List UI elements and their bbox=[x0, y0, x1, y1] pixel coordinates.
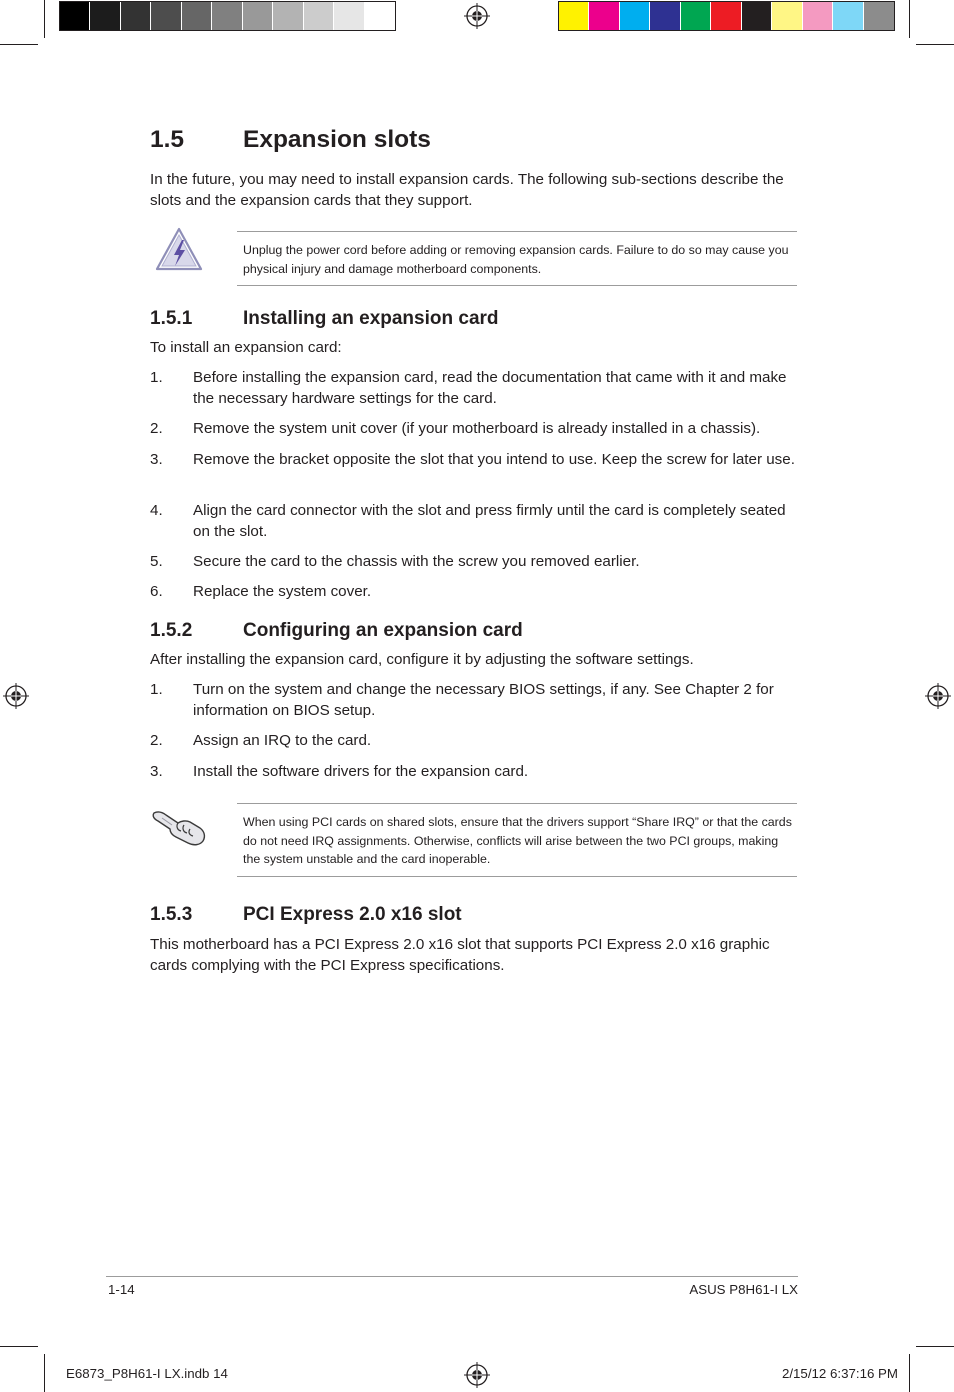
list-item bbox=[150, 368, 800, 409]
list-item bbox=[150, 419, 800, 440]
color-swatch bbox=[742, 2, 772, 30]
list-item-number: 6. bbox=[150, 583, 163, 600]
subsection-number-2: 1.5.2 bbox=[150, 620, 193, 641]
warning-box bbox=[237, 231, 797, 286]
list-item bbox=[150, 680, 800, 721]
gray-swatch bbox=[334, 2, 364, 30]
crop-mark-bottom-right-v bbox=[909, 1354, 910, 1392]
page-number: 1-14 bbox=[108, 1282, 135, 1297]
footer-rule bbox=[106, 1276, 798, 1277]
section-title bbox=[150, 126, 431, 154]
gray-swatch bbox=[60, 2, 90, 30]
color-swatch bbox=[650, 2, 680, 30]
crop-mark-top-right-h bbox=[916, 44, 954, 45]
list-item bbox=[150, 501, 800, 542]
subsection-title-1-text: Installing an expansion card bbox=[243, 308, 499, 329]
subsection-title-3-text: PCI Express 2.0 x16 slot bbox=[243, 904, 462, 925]
registration-mark-bottom-icon bbox=[464, 1362, 490, 1388]
registration-mark-top-icon bbox=[464, 3, 490, 29]
list-item-number: 1. bbox=[150, 681, 163, 698]
color-swatch bbox=[620, 2, 650, 30]
gray-swatch bbox=[243, 2, 273, 30]
crop-mark-bottom-left-v bbox=[44, 1354, 45, 1392]
gray-swatch bbox=[121, 2, 151, 30]
note-box bbox=[237, 803, 797, 877]
slug-datetime: 2/15/12 6:37:16 PM bbox=[781, 1366, 898, 1381]
subsection-title-3 bbox=[150, 904, 462, 926]
crop-mark-bottom-right-h bbox=[916, 1346, 954, 1347]
color-swatch bbox=[711, 2, 741, 30]
gray-swatch bbox=[365, 2, 395, 30]
list-item-number: 3. bbox=[150, 451, 163, 468]
list-item-text: Turn on the system and change the necessary BIOS settings, if any. See Chapter 2 for information on BIOS setup. bbox=[193, 681, 774, 719]
color-swatch bbox=[559, 2, 589, 30]
section-title-text: Expansion slots bbox=[243, 126, 431, 153]
subsection-number-1: 1.5.1 bbox=[150, 308, 193, 329]
slug-file-name: E6873_P8H61-I LX.indb 14 bbox=[66, 1366, 228, 1381]
list-item-number: 2. bbox=[150, 732, 163, 749]
color-swatch bbox=[864, 2, 894, 30]
section-intro: In the future, you may need to install expansion cards. The following sub-sections describe the slots and the expansion cards that they support. bbox=[150, 171, 784, 209]
color-swatch bbox=[681, 2, 711, 30]
gray-swatch bbox=[304, 2, 334, 30]
list-item-text: Align the card connector with the slot and press firmly until the card is completely seated on the slot. bbox=[193, 502, 786, 540]
warning-triangle-icon bbox=[155, 226, 203, 272]
subsection-3-body: This motherboard has a PCI Express 2.0 x16 slot that supports PCI Express 2.0 x16 graphic cards complying with the PCI Express specifications. bbox=[150, 936, 770, 974]
list-item-text: Secure the card to the chassis with the screw you removed earlier. bbox=[193, 553, 640, 570]
warning-text: Unplug the power cord before adding or removing expansion cards. Failure to do so may cause you physical injury and damage motherboard components. bbox=[243, 243, 789, 276]
gray-swatch bbox=[182, 2, 212, 30]
list-item-text: Remove the bracket opposite the slot that you intend to use. Keep the screw for later use. bbox=[193, 451, 795, 468]
color-swatch bbox=[772, 2, 802, 30]
gray-swatch bbox=[273, 2, 303, 30]
subsection-title-1 bbox=[150, 308, 499, 330]
list-item-text: Before installing the expansion card, read the documentation that came with it and make the necessary hardware settings for the card. bbox=[193, 369, 787, 407]
color-swatch bbox=[803, 2, 833, 30]
color-swatch bbox=[833, 2, 863, 30]
pointing-hand-note-icon bbox=[150, 803, 208, 847]
grayscale-color-bar bbox=[59, 1, 396, 31]
list-item-number: 3. bbox=[150, 763, 163, 780]
list-item-number: 2. bbox=[150, 420, 163, 437]
list-item bbox=[150, 552, 800, 573]
subsection-title-2-text: Configuring an expansion card bbox=[243, 620, 523, 641]
crop-mark-top-left-v bbox=[44, 0, 45, 38]
list-item-number: 4. bbox=[150, 502, 163, 519]
list-item bbox=[150, 762, 800, 783]
list-item-number: 5. bbox=[150, 553, 163, 570]
note-text: When using PCI cards on shared slots, ensure that the drivers support “Share IRQ” or that the cards do not need IRQ assignments. Otherwise, conflicts will arise between the two PCI groups, making the system unstable and the card inoperable. bbox=[243, 815, 792, 866]
registration-mark-right-icon bbox=[925, 683, 951, 709]
crop-mark-top-right-v bbox=[909, 0, 910, 38]
list-item-text: Remove the system unit cover (if your motherboard is already installed in a chassis). bbox=[193, 420, 761, 437]
crop-mark-bottom-left-h bbox=[0, 1346, 38, 1347]
list-item-text: Replace the system cover. bbox=[193, 583, 372, 600]
list-item-number: 1. bbox=[150, 369, 163, 386]
product-name: ASUS P8H61-I LX bbox=[689, 1282, 798, 1297]
gray-swatch bbox=[151, 2, 181, 30]
list-item bbox=[150, 731, 800, 752]
list-item bbox=[150, 450, 800, 471]
section-number: 1.5 bbox=[150, 126, 185, 153]
process-color-bar bbox=[558, 1, 895, 31]
subsection-number-3: 1.5.3 bbox=[150, 904, 193, 925]
registration-mark-left-icon bbox=[3, 683, 29, 709]
list-item bbox=[150, 582, 800, 603]
gray-swatch bbox=[90, 2, 120, 30]
subsection-2-intro: After installing the expansion card, configure it by adjusting the software settings. bbox=[150, 651, 694, 668]
subsection-1-intro: To install an expansion card: bbox=[150, 339, 342, 356]
list-item-text: Assign an IRQ to the card. bbox=[193, 732, 372, 749]
crop-mark-top-left-h bbox=[0, 44, 38, 45]
gray-swatch bbox=[212, 2, 242, 30]
list-item-text: Install the software drivers for the expansion card. bbox=[193, 763, 529, 780]
subsection-title-2 bbox=[150, 620, 523, 642]
color-swatch bbox=[589, 2, 619, 30]
